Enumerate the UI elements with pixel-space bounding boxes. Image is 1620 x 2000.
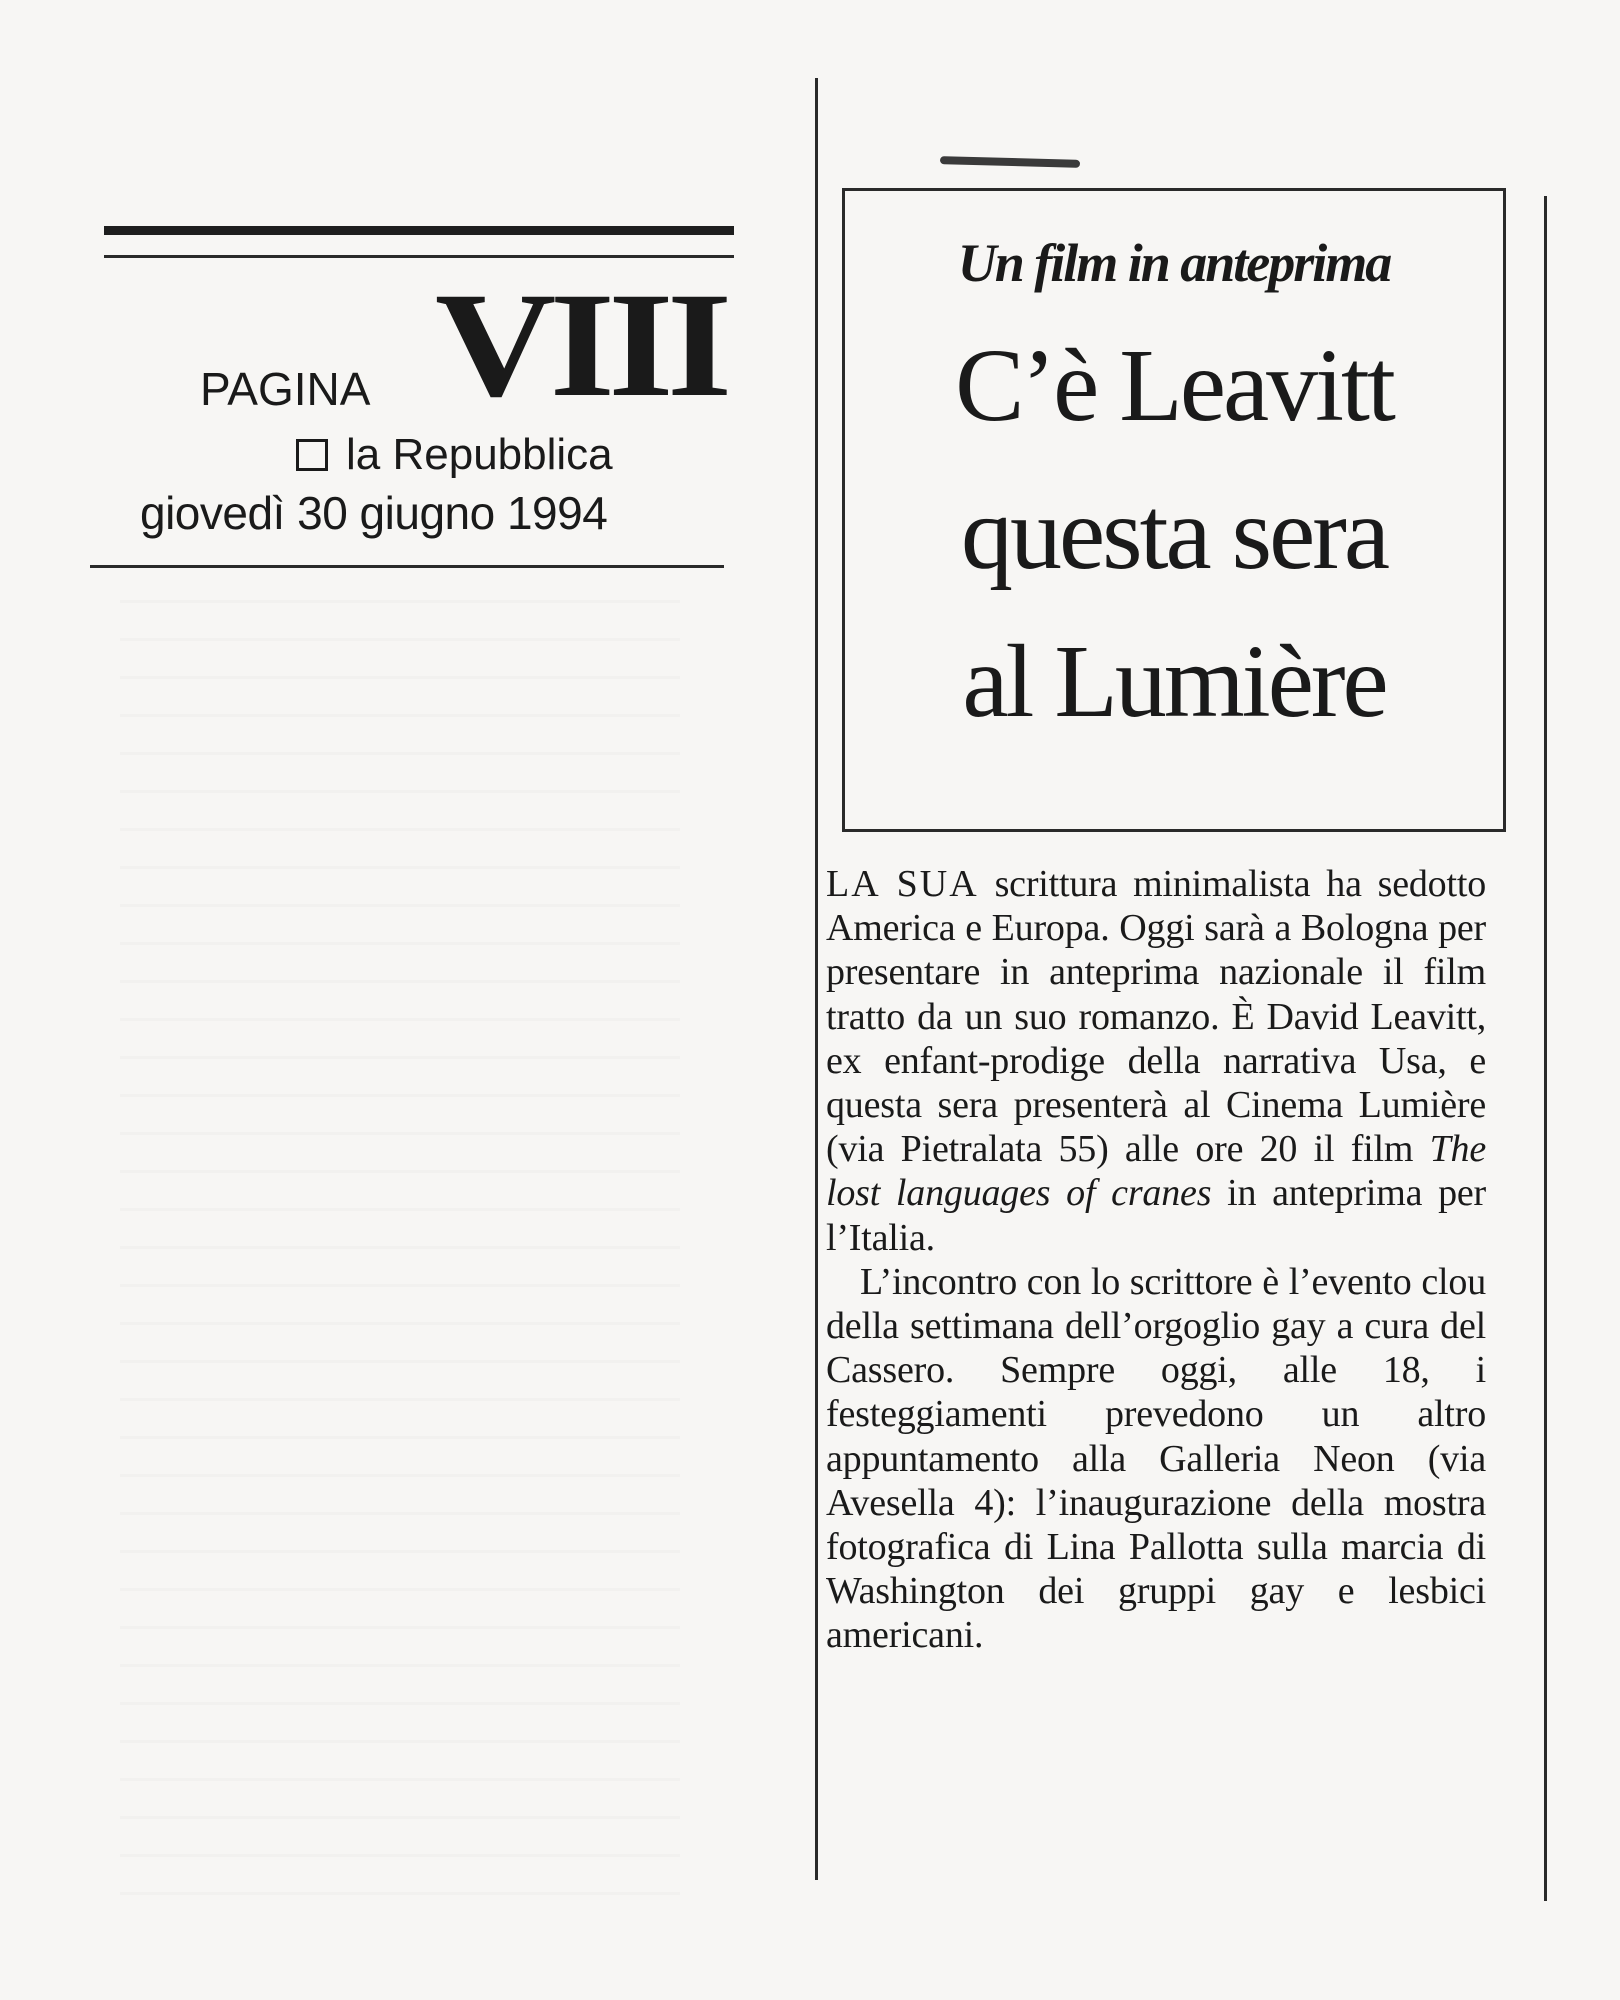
paragraph-1 (826, 862, 1486, 1260)
masthead-rule-top (104, 226, 734, 235)
publication-date: giovedì 30 giugno 1994 (140, 487, 608, 539)
masthead-rule-bottom (90, 565, 724, 568)
masthead-rule-top-thin (104, 255, 734, 258)
newspaper-name: la Repubblica (346, 430, 613, 479)
page-label: PAGINA (200, 363, 371, 415)
headline-line-2: questa sera (960, 476, 1388, 591)
square-bullet-icon (296, 439, 328, 471)
headline-line-1: C’è Leavitt (955, 328, 1393, 443)
newspaper-name-line (296, 430, 613, 480)
paragraph-1-text-b: in anteprima per l’Italia. (826, 1172, 1487, 1259)
column-rule-right (1544, 196, 1547, 1901)
headline-line-3: al Lumière (962, 624, 1386, 739)
bleed-through-background (120, 600, 680, 1900)
paragraph-2: L’incontro con lo scrittore è l’evento clou della settimana dell’orgoglio gay a cura del Cassero. Sempre oggi, alle 18, i festeggiamenti prevedono un altro appuntamento alla Galleria Neon (via Avesella 4): l’inaugurazione della mostra fotografica di Lina Pallotta sulla marcia di Washington dei gruppi gay e lesbici americani. (826, 1260, 1486, 1657)
clipping-mark (940, 156, 1080, 168)
column-rule-left (815, 78, 818, 1880)
page-number: VIII (435, 262, 726, 428)
article-body (826, 862, 1486, 1658)
paragraph-1-text-a: scrittura minimalista ha sedotto America e Europa. Oggi sarà a Bologna per presentare in anteprima nazionale il film tratto da un suo romanzo. È David Leavitt, ex enfant-prodige della narrativa Usa, e questa sera presenterà al Cinema Lumière (via Pietralata 55) alle ore 20 il film (826, 863, 1486, 1171)
article-headline (842, 312, 1506, 756)
film-title: The lost languages of cranes (826, 1128, 1486, 1215)
article-kicker: Un film in anteprima (957, 233, 1391, 293)
lead-in-caps: LA SUA (826, 863, 979, 905)
